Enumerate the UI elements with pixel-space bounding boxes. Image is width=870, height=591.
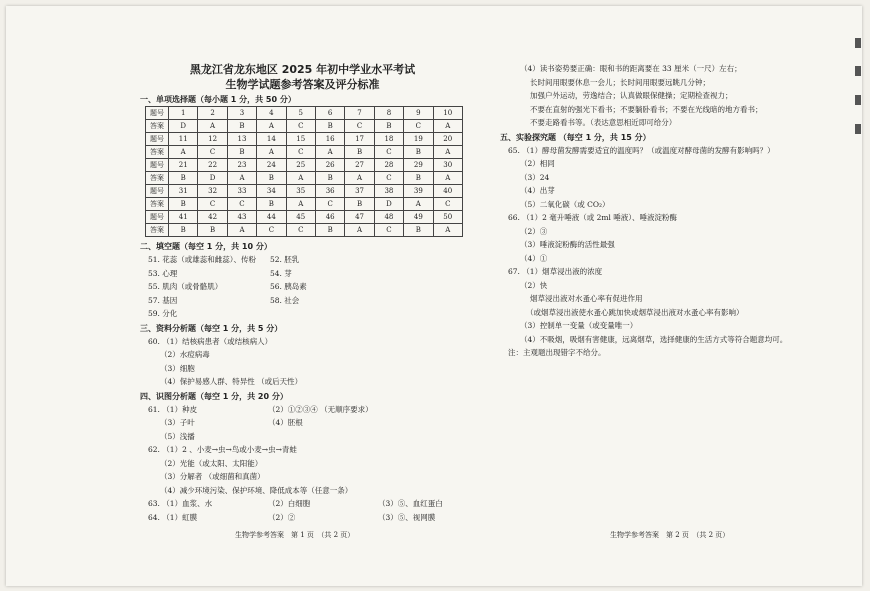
table-cell: B bbox=[315, 120, 344, 133]
table-cell: 27 bbox=[345, 159, 374, 172]
row-label: 答案 bbox=[146, 224, 169, 237]
table-cell: 49 bbox=[404, 211, 433, 224]
table-cell: A bbox=[169, 146, 198, 159]
answer-line: （4）减少环境污染、保护环境、降低成本等（任意一条） bbox=[160, 485, 353, 495]
table-cell: D bbox=[169, 120, 198, 133]
row-label: 题号 bbox=[146, 185, 169, 198]
table-cell: B bbox=[374, 120, 403, 133]
table-row bbox=[146, 185, 463, 198]
answer-line: （2）③ bbox=[520, 226, 548, 236]
table-cell: 40 bbox=[433, 185, 462, 198]
table-cell: B bbox=[257, 198, 286, 211]
table-cell: 3 bbox=[227, 107, 256, 120]
table-cell: 30 bbox=[433, 159, 462, 172]
table-cell: 17 bbox=[345, 133, 374, 146]
answer-line bbox=[140, 280, 465, 294]
table-cell: B bbox=[227, 146, 256, 159]
table-cell: B bbox=[404, 224, 433, 237]
table-cell: 2 bbox=[198, 107, 227, 120]
table-cell: C bbox=[286, 120, 315, 133]
answer-line bbox=[140, 497, 465, 511]
table-cell: A bbox=[433, 146, 462, 159]
table-row bbox=[146, 146, 463, 159]
table-cell: C bbox=[227, 198, 256, 211]
table-cell: 28 bbox=[374, 159, 403, 172]
section-heading: 一、单项选择题（每小题 1 分，共 50 分） bbox=[140, 95, 296, 104]
binder-hole bbox=[855, 95, 861, 105]
table-cell: 15 bbox=[286, 133, 315, 146]
table-cell: C bbox=[374, 224, 403, 237]
table-cell: A bbox=[286, 172, 315, 185]
table-cell: 48 bbox=[374, 211, 403, 224]
table-cell: A bbox=[433, 224, 462, 237]
table-cell: 9 bbox=[404, 107, 433, 120]
section-heading: 三、资料分析题（每空 1 分，共 5 分） bbox=[140, 323, 283, 333]
answer-line bbox=[140, 307, 465, 321]
answer-line: 62. （1）2 、小麦→虫→鸟或小麦→虫→青蛙 bbox=[148, 445, 297, 454]
table-cell: 42 bbox=[198, 211, 227, 224]
answer-line: 不要在直射的强光下看书；不要躺卧看书；不要在光线暗的地方看书； bbox=[530, 104, 763, 114]
table-cell: 44 bbox=[257, 211, 286, 224]
table-cell: 19 bbox=[404, 133, 433, 146]
table-row bbox=[146, 133, 463, 146]
table-cell: C bbox=[286, 224, 315, 237]
table-row bbox=[146, 172, 463, 185]
table-cell: 47 bbox=[345, 211, 374, 224]
answer-line: （2）快 bbox=[520, 280, 548, 290]
table-cell: 8 bbox=[374, 107, 403, 120]
table-cell: 16 bbox=[315, 133, 344, 146]
table-cell: 11 bbox=[169, 133, 198, 146]
table-cell: 46 bbox=[315, 211, 344, 224]
answer-line: 注：主观题出现错字不给分。 bbox=[508, 348, 606, 357]
table-cell: A bbox=[345, 224, 374, 237]
table-cell: B bbox=[169, 172, 198, 185]
table-cell: 1 bbox=[169, 107, 198, 120]
answer-line: 66. （1）2 毫升唾液（或 2ml 唾液）、唾液淀粉酶 bbox=[508, 213, 678, 222]
answer-line bbox=[140, 416, 465, 430]
answer-text: 58. 社会 bbox=[270, 295, 300, 305]
table-cell: 41 bbox=[169, 211, 198, 224]
answer-line: 65. （1）酵母菌发酵需要适宜的温度吗？（或温度对酵母菌的发酵有影响吗？） bbox=[508, 145, 775, 155]
table-cell: B bbox=[198, 224, 227, 237]
row-label: 答案 bbox=[146, 198, 169, 211]
row-label: 题号 bbox=[146, 107, 169, 120]
table-cell: 4 bbox=[257, 107, 286, 120]
table-cell: A bbox=[257, 146, 286, 159]
answer-line: （3）控制单一变量（或变量唯一） bbox=[520, 321, 638, 330]
table-cell: B bbox=[345, 146, 374, 159]
table-row bbox=[146, 159, 463, 172]
section-heading: 四、识图分析题（每空 1 分，共 20 分） bbox=[140, 391, 288, 401]
answer-line: （3）24 bbox=[520, 172, 550, 182]
table-cell: C bbox=[315, 198, 344, 211]
table-cell: 22 bbox=[198, 159, 227, 172]
table-cell: 43 bbox=[227, 211, 256, 224]
table-cell: C bbox=[374, 172, 403, 185]
table-cell: 50 bbox=[433, 211, 462, 224]
page-two bbox=[500, 62, 840, 360]
table-cell: B bbox=[169, 198, 198, 211]
table-cell: 5 bbox=[286, 107, 315, 120]
table-cell: A bbox=[257, 120, 286, 133]
answer-text: （4）胚根 bbox=[268, 418, 303, 427]
table-cell: 32 bbox=[198, 185, 227, 198]
row-label: 答案 bbox=[146, 120, 169, 133]
table-cell: C bbox=[404, 120, 433, 133]
table-cell: A bbox=[315, 146, 344, 159]
answer-line: （5）二氧化碳（或 CO₂） bbox=[520, 199, 610, 209]
table-cell: A bbox=[404, 198, 433, 211]
table-cell: 10 bbox=[433, 107, 462, 120]
table-cell: 6 bbox=[315, 107, 344, 120]
table-cell: B bbox=[257, 172, 286, 185]
table-cell: 45 bbox=[286, 211, 315, 224]
experiment-answers bbox=[500, 144, 840, 360]
answer-line: （或烟草浸出液使水蚤心跳加快或烟草浸出液对水蚤心率有影响） bbox=[526, 307, 744, 317]
answer-line: （4）保护易感人群、特异性 （或后天性） bbox=[160, 377, 303, 386]
table-cell: 13 bbox=[227, 133, 256, 146]
answer-line bbox=[140, 511, 465, 525]
exam-subtitle: 生物学试题参考答案及评分标准 bbox=[225, 78, 380, 91]
table-cell: A bbox=[286, 198, 315, 211]
answer-text: 53. 心理 bbox=[148, 268, 178, 278]
answer-line: 60. （1）结核病患者（或结核病人） bbox=[148, 336, 273, 346]
answer-line: 长时间用眼要休息一会儿；长时间用眼要远眺几分钟； bbox=[530, 77, 710, 87]
table-cell: 38 bbox=[374, 185, 403, 198]
table-cell: 18 bbox=[374, 133, 403, 146]
answer-line: （4）① bbox=[520, 253, 548, 263]
table-cell: 7 bbox=[345, 107, 374, 120]
table-row bbox=[146, 120, 463, 133]
answer-line: （4）不吸烟，吸烟有害健康，远离烟草，选择健康的生活方式等符合题意均可。 bbox=[520, 334, 788, 344]
table-cell: C bbox=[198, 198, 227, 211]
table-cell: D bbox=[374, 198, 403, 211]
multiple-choice-answer-table bbox=[145, 106, 463, 237]
exam-title: 黑龙江省龙东地区 2025 年初中学业水平考试 bbox=[189, 63, 416, 76]
table-cell: A bbox=[345, 172, 374, 185]
answer-text: 51. 花蕊（或雄蕊和雌蕊）、传粉 bbox=[148, 255, 257, 264]
answer-line: 加强户外运动，劳逸结合；认真做眼保健操；定期检查视力； bbox=[530, 91, 733, 100]
answer-line: （2）光能（或太阳、太阳能） bbox=[160, 458, 263, 468]
answer-text: （2）② bbox=[268, 512, 296, 522]
table-cell: 26 bbox=[315, 159, 344, 172]
answer-text: 59. 分化 bbox=[148, 309, 178, 318]
table-cell: 29 bbox=[404, 159, 433, 172]
table-cell: 36 bbox=[315, 185, 344, 198]
table-cell: A bbox=[433, 172, 462, 185]
table-cell: 33 bbox=[227, 185, 256, 198]
table-cell: B bbox=[345, 198, 374, 211]
row-label: 答案 bbox=[146, 172, 169, 185]
answer-line: （2）相同 bbox=[520, 159, 555, 168]
answer-line: （2）水痘病毒 bbox=[160, 350, 210, 359]
fill-in-answers bbox=[140, 253, 465, 321]
binder-hole bbox=[855, 66, 861, 76]
binder-hole bbox=[855, 124, 861, 134]
answer-text: 54. 芽 bbox=[270, 268, 292, 278]
answer-text: 56. 胰岛素 bbox=[270, 282, 307, 291]
table-cell: 39 bbox=[404, 185, 433, 198]
page-footer: 生物学参考答案 第 1 页 （共 2 页） bbox=[235, 531, 355, 539]
table-cell: B bbox=[315, 224, 344, 237]
row-label: 题号 bbox=[146, 159, 169, 172]
table-cell: B bbox=[404, 172, 433, 185]
table-cell: 24 bbox=[257, 159, 286, 172]
answer-line: 不要走路看书等。（表达意思相近即可给分） bbox=[530, 118, 677, 127]
answer-text: 64. （1）虹膜 bbox=[148, 512, 198, 522]
answer-line bbox=[140, 267, 465, 281]
table-cell: C bbox=[345, 120, 374, 133]
answer-line: （3）细胞 bbox=[160, 363, 195, 373]
page-footer: 生物学参考答案 第 2 页 （共 2 页） bbox=[610, 531, 730, 539]
table-cell: A bbox=[198, 120, 227, 133]
table-cell: 35 bbox=[286, 185, 315, 198]
table-cell: 12 bbox=[198, 133, 227, 146]
table-row bbox=[146, 198, 463, 211]
section-heading: 五、实验探究题 （每空 1 分，共 15 分） bbox=[500, 132, 651, 142]
answer-line: （4）出芽 bbox=[520, 186, 555, 195]
answer-line: 67. （1）烟草浸出液的浓度 bbox=[508, 267, 603, 276]
table-row bbox=[146, 224, 463, 237]
table-cell: 21 bbox=[169, 159, 198, 172]
table-row bbox=[146, 211, 463, 224]
section-heading: 二、填空题（每空 1 分，共 10 分） bbox=[140, 242, 272, 251]
answer-text: （3）子叶 bbox=[160, 418, 195, 427]
answer-text: （3）⑤、视网膜 bbox=[378, 512, 436, 522]
answer-text: 61. （1）种皮 bbox=[148, 404, 198, 414]
table-cell: A bbox=[227, 224, 256, 237]
table-row bbox=[146, 107, 463, 120]
table-cell: A bbox=[433, 120, 462, 133]
answer-line bbox=[140, 253, 465, 267]
table-cell: B bbox=[404, 146, 433, 159]
binder-hole bbox=[855, 38, 861, 48]
table-cell: 31 bbox=[169, 185, 198, 198]
table-cell: C bbox=[286, 146, 315, 159]
row-label: 题号 bbox=[146, 133, 169, 146]
page-one bbox=[140, 62, 465, 524]
table-cell: 20 bbox=[433, 133, 462, 146]
answer-text: （3）⑤、血红蛋白 bbox=[378, 499, 443, 508]
answer-line: （5）浅播 bbox=[160, 431, 195, 441]
table-cell: 34 bbox=[257, 185, 286, 198]
table-cell: B bbox=[227, 120, 256, 133]
table-cell: C bbox=[198, 146, 227, 159]
answer-line: （3）唾液淀粉酶的活性最强 bbox=[520, 240, 615, 249]
table-cell: B bbox=[169, 224, 198, 237]
answer-line: （3）分解者 （或细菌和真菌） bbox=[160, 472, 265, 481]
table-cell: B bbox=[315, 172, 344, 185]
answer-text: （2）①②③④ （无顺序要求） bbox=[268, 404, 373, 414]
table-cell: D bbox=[198, 172, 227, 185]
answer-text: 55. 肌肉（或骨骼肌） bbox=[148, 282, 223, 291]
answer-line: （4）读书姿势要正确：眼和书的距离要在 33 厘米（一尺）左右； bbox=[520, 64, 742, 73]
answer-text: 57. 基因 bbox=[148, 295, 178, 305]
table-cell: A bbox=[227, 172, 256, 185]
row-label: 答案 bbox=[146, 146, 169, 159]
table-cell: C bbox=[433, 198, 462, 211]
table-cell: 23 bbox=[227, 159, 256, 172]
row-label: 题号 bbox=[146, 211, 169, 224]
table-cell: 14 bbox=[257, 133, 286, 146]
answer-line: 烟草浸出液对水蚤心率有促进作用 bbox=[530, 294, 643, 303]
table-cell: C bbox=[374, 146, 403, 159]
answer-text: 63. （1）血浆、水 bbox=[148, 499, 213, 508]
table-cell: 25 bbox=[286, 159, 315, 172]
answer-text: 52. 胚乳 bbox=[270, 255, 300, 264]
answer-line bbox=[140, 294, 465, 308]
table-cell: C bbox=[257, 224, 286, 237]
answer-line bbox=[140, 403, 465, 417]
table-cell: 37 bbox=[345, 185, 374, 198]
answer-text: （2）白细胞 bbox=[268, 499, 311, 508]
